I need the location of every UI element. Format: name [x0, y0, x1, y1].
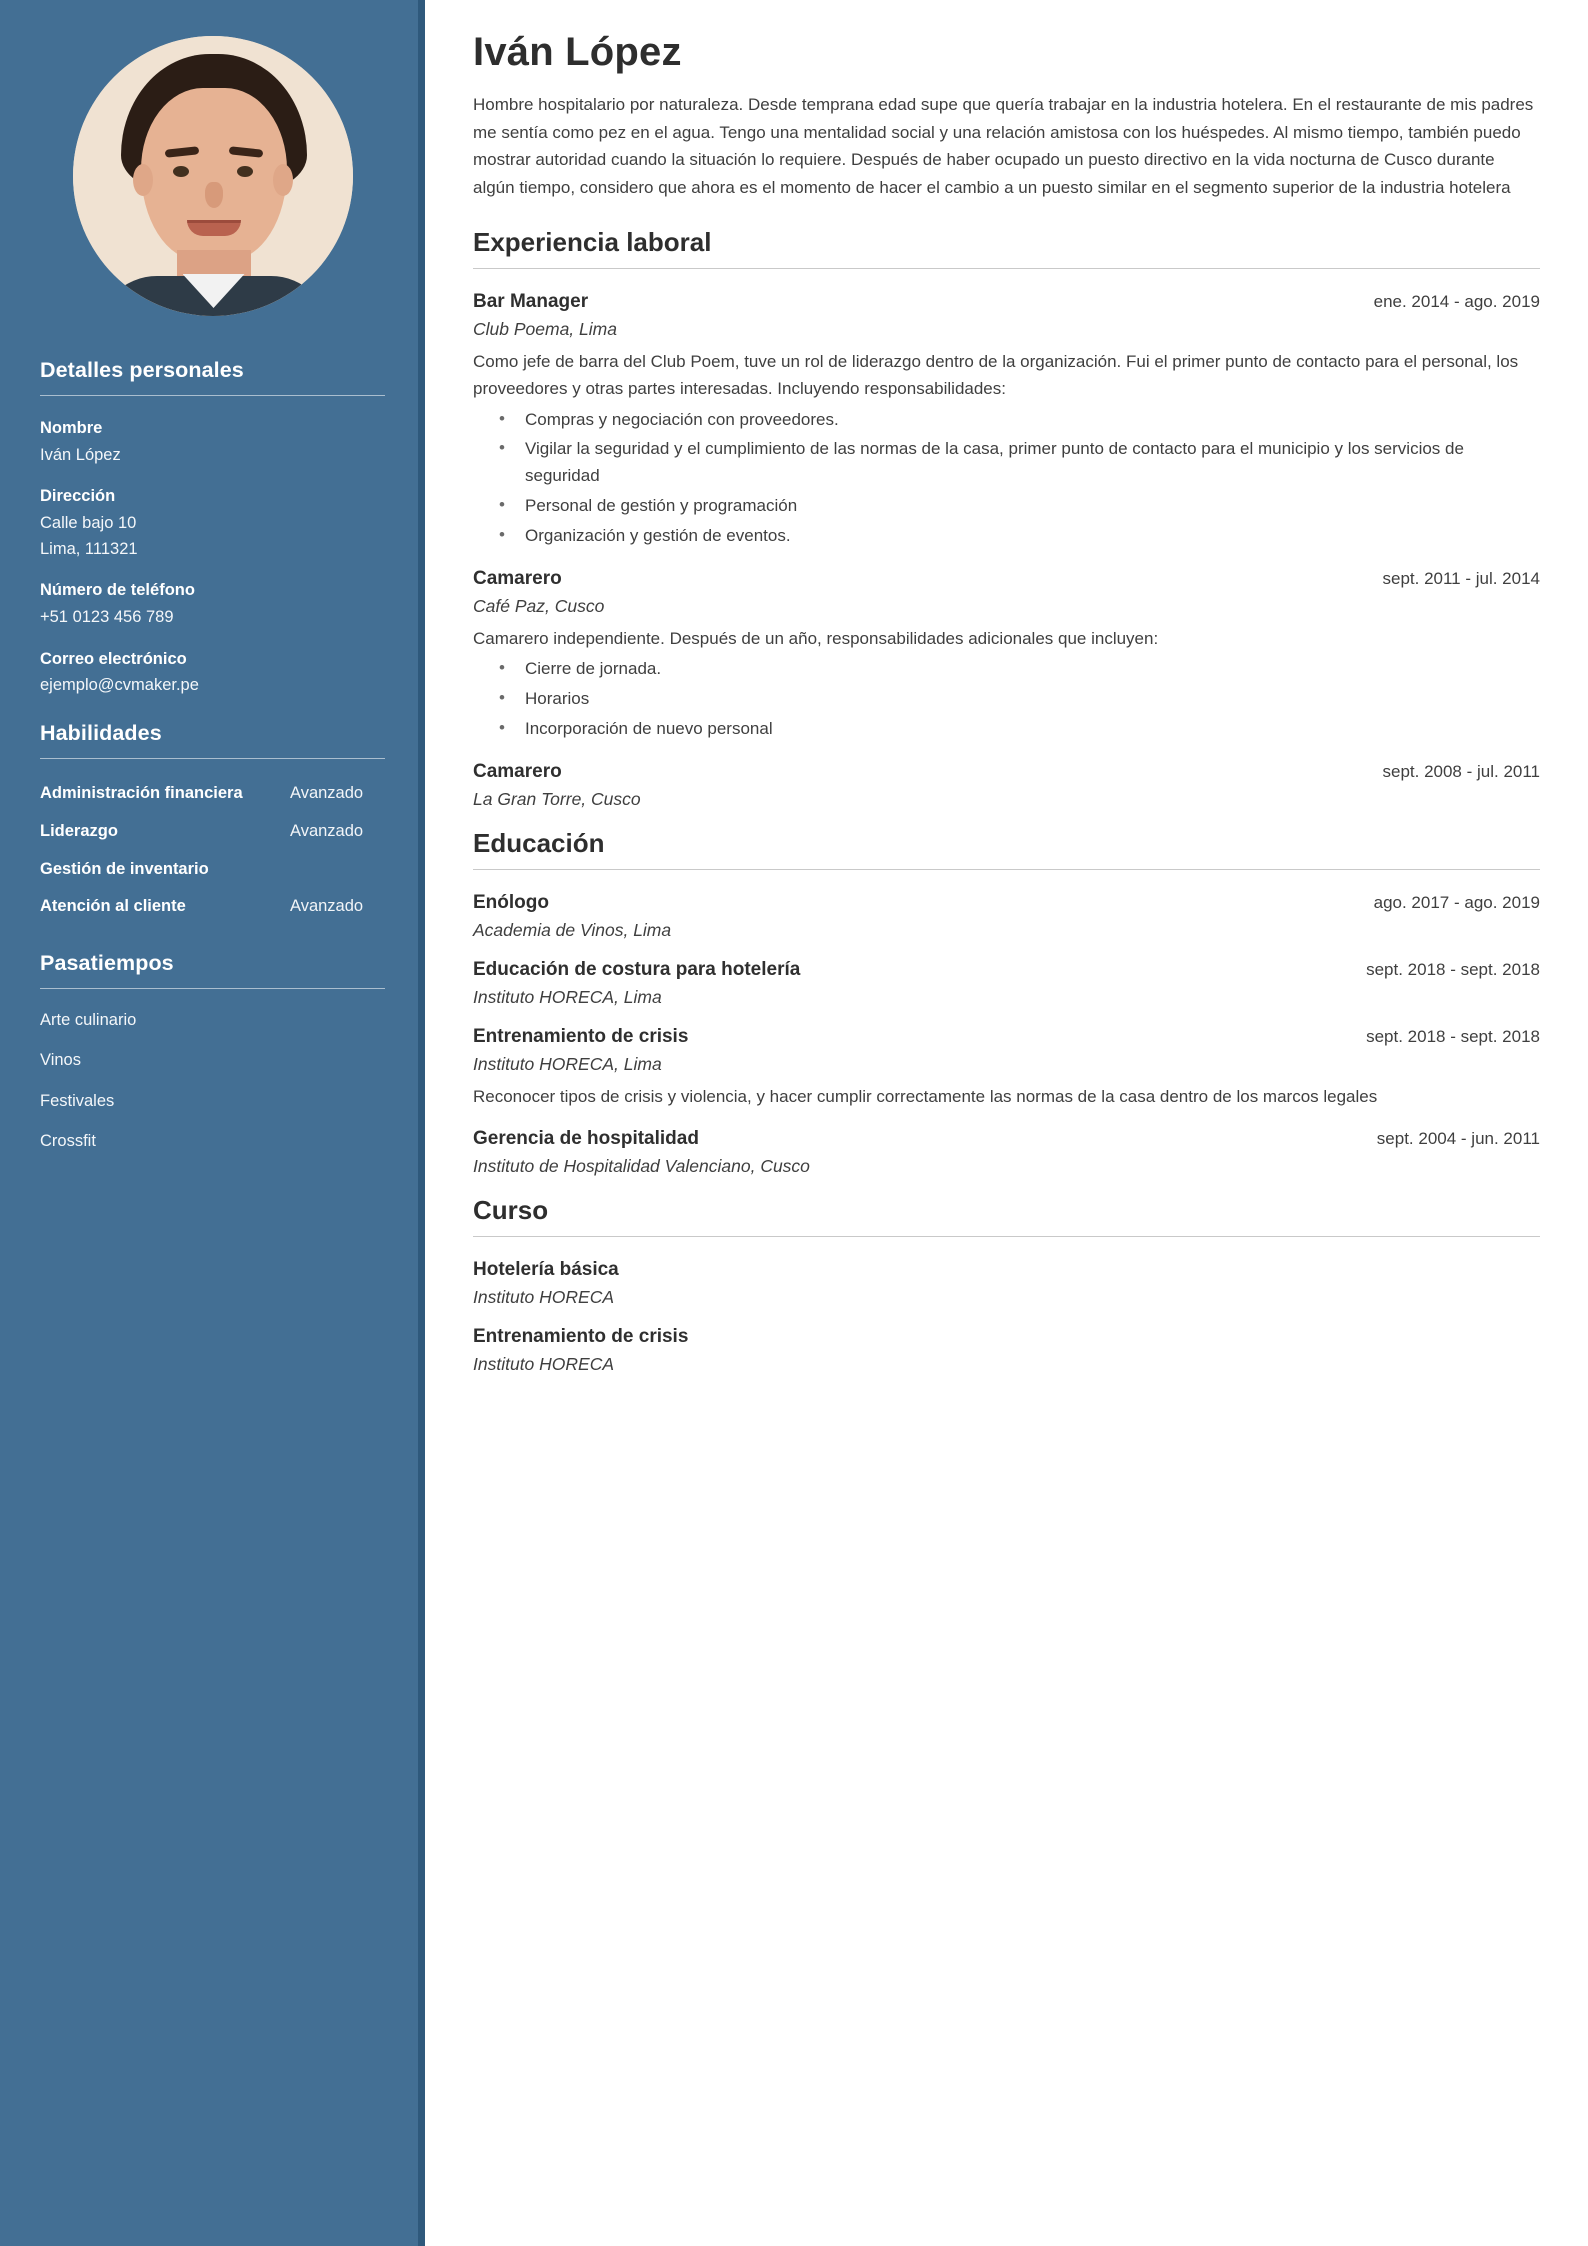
field-label: Correo electrónico [40, 649, 187, 668]
entry-organization: Instituto HORECA, Lima [473, 986, 662, 1007]
entry-role: Entrenamiento de crisis [473, 1025, 689, 1047]
divider [473, 268, 1540, 269]
entry-organization: Club Poema, Lima [473, 319, 617, 340]
entry-header [473, 1259, 1540, 1281]
entry-date: sept. 2018 - sept. 2018 [1366, 959, 1540, 979]
bullet-item: • Personal de gestión y programación [499, 493, 1519, 520]
entry-description: Como jefe de barra del Club Poem, tuve un rol de liderazgo dentro de la organización. Fui el primer punto de contacto para el personal, los proveedores y otras partes interesadas. Incluyendo responsabilidades: [473, 352, 1519, 399]
skill-name: Gestión de inventario [40, 859, 209, 878]
field-value: Iván López [40, 445, 121, 464]
entry-role: Camarero [473, 760, 562, 782]
profile-summary: Hombre hospitalario por naturaleza. Desde temprana edad supe que quería trabajar en la industria hotelera. En el restaurante de mis padres me sentía como pez en el agua. Tengo una mentalidad social y una relación amistosa con los huéspedes. Al mismo tiempo, también puedo mostrar autoridad cuando la situación lo requiere. Después de haber ocupado un puesto directivo en la vida nocturna de Cusco durante algún tiempo, considero que ahora es el momento de hacer el cambio a un puesto similar en el segmento superior de la industria hotelera [473, 95, 1534, 197]
field-email [40, 647, 385, 699]
course-entry [473, 1259, 1540, 1308]
experience-entry [473, 761, 1540, 810]
skill-level: Avanzado [290, 821, 364, 840]
skill-level: Avanzado [290, 897, 364, 916]
list-item: Festivales [40, 1091, 115, 1110]
sidebar-heading-personal-details: Detalles personales [40, 358, 244, 382]
bullet-item: • Horarios [499, 686, 1519, 713]
experience-entry [473, 568, 1540, 743]
field-value: ejemplo@cvmaker.pe [40, 676, 199, 695]
divider [40, 395, 385, 396]
entry-date: sept. 2008 - jul. 2011 [1382, 761, 1540, 781]
entry-header [473, 1128, 1540, 1150]
bullet-item: • Cierre de jornada. [499, 656, 1519, 683]
sidebar [0, 0, 425, 2246]
entry-date: sept. 2018 - sept. 2018 [1366, 1026, 1540, 1046]
entry-date: ene. 2014 - ago. 2019 [1373, 292, 1540, 312]
main-content [425, 0, 1588, 2246]
entry-organization: Instituto HORECA [473, 1286, 615, 1307]
education-entry [473, 1128, 1540, 1177]
field-label: Nombre [40, 419, 103, 437]
bullet-item: • Organización y gestión de eventos. [499, 523, 1519, 550]
sidebar-heading-hobbies: Pasatiempos [40, 951, 174, 976]
entry-header [473, 291, 1540, 313]
section-heading-education: Educación [473, 827, 605, 858]
list-item: Vinos [40, 1051, 81, 1070]
skill-item [0, 779, 425, 808]
course-entry [473, 1326, 1540, 1375]
divider [40, 988, 385, 989]
field-direccion [40, 484, 385, 562]
entry-role: Enólogo [473, 891, 549, 913]
avatar [73, 36, 353, 316]
list-item: Arte culinario [40, 1011, 137, 1030]
bullet-item: • Compras y negociación con proveedores. [499, 407, 1519, 434]
skill-item [0, 892, 425, 921]
entry-organization: Café Paz, Cusco [473, 595, 605, 616]
divider [473, 1236, 1540, 1237]
field-value: +51 0123 456 789 [40, 607, 174, 626]
entry-header [473, 568, 1540, 590]
entry-organization: Instituto de Hospitalidad Valenciano, Cusco [473, 1155, 810, 1176]
entry-bullets [473, 656, 1540, 743]
education-entry [473, 959, 1540, 1008]
section-heading-experience: Experiencia laboral [473, 227, 712, 258]
entry-header [473, 892, 1540, 914]
entry-date: sept. 2011 - jul. 2014 [1382, 568, 1540, 588]
experience-entry [473, 291, 1540, 550]
education-entry [473, 892, 1540, 941]
entry-header [473, 761, 1540, 783]
avatar-wrapper [0, 0, 425, 336]
entry-date: ago. 2017 - ago. 2019 [1373, 892, 1540, 912]
divider [473, 869, 1540, 870]
divider [40, 758, 385, 759]
entry-organization: Instituto HORECA, Lima [473, 1053, 662, 1074]
entry-role: Educación de costura para hotelería [473, 958, 801, 980]
entry-header [473, 1326, 1540, 1348]
entry-bullets [473, 407, 1540, 550]
hobbies-list [0, 1009, 425, 1152]
skill-name: Administración financiera [40, 783, 243, 802]
field-value-line-2: Lima, 111321 [40, 539, 138, 558]
entry-role: Camarero [473, 567, 562, 589]
sidebar-heading-skills: Habilidades [40, 720, 162, 745]
entry-role: Hotelería básica [473, 1258, 619, 1280]
entry-organization: Instituto HORECA [473, 1353, 615, 1374]
field-label: Número de teléfono [40, 581, 195, 600]
field-value-line-1: Calle bajo 10 [40, 514, 137, 533]
list-item: Crossfit [40, 1131, 96, 1150]
entry-date: sept. 2004 - jun. 2011 [1376, 1128, 1540, 1148]
entry-description: Reconocer tipos de crisis y violencia, y hacer cumplir correctamente las normas de la casa dentro de los marcos legales [473, 1086, 1378, 1106]
entry-header [473, 959, 1540, 981]
entry-role: Gerencia de hospitalidad [473, 1127, 699, 1149]
entry-role: Entrenamiento de crisis [473, 1325, 689, 1347]
skill-item [0, 855, 425, 884]
field-telefono [40, 578, 385, 630]
entry-header [473, 1026, 1540, 1048]
bullet-item: • Vigilar la seguridad y el cumplimiento de las normas de la casa, primer punto de contacto para el municipio y los servicios de seguridad [499, 436, 1519, 490]
personal-details-list [0, 416, 425, 699]
skill-name: Liderazgo [40, 821, 118, 840]
field-nombre [40, 416, 385, 468]
field-label: Dirección [40, 487, 116, 506]
skill-name: Atención al cliente [40, 897, 186, 916]
skill-item [0, 817, 425, 846]
entry-organization: Academia de Vinos, Lima [473, 919, 672, 940]
skill-level: Avanzado [290, 783, 364, 802]
entry-description: Camarero independiente. Después de un año, responsabilidades adicionales que incluyen: [473, 628, 1159, 648]
entry-role: Bar Manager [473, 291, 589, 313]
entry-organization: La Gran Torre, Cusco [473, 788, 641, 809]
section-heading-courses: Curso [473, 1194, 549, 1225]
skills-list [0, 779, 425, 922]
bullet-item: • Incorporación de nuevo personal [499, 716, 1519, 743]
page-title: Iván López [473, 30, 682, 74]
education-entry [473, 1026, 1540, 1110]
